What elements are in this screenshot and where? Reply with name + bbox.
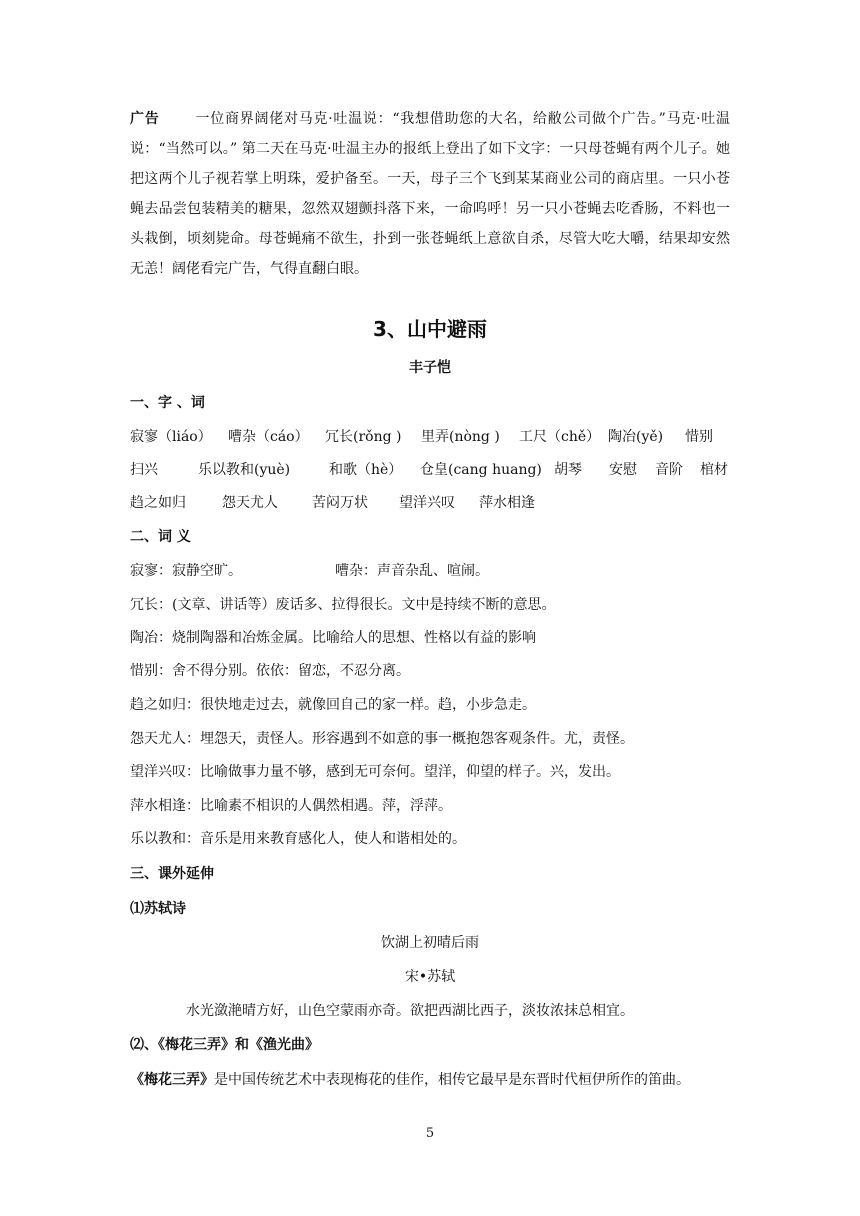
definition-line: 趋之如归：很快地走过去，就像回自己的家一样。趋，小步急走。	[130, 697, 536, 713]
ad-text: 一位商界阔佬对马克·吐温说：“我想借助您的大名，给敝公司做个广告。”马克·吐温说：“当然可以。” 第二天在马克·吐温主办的报纸上登出了如下文字：一只母苍蝇有两个儿子。她把这两个儿子视若掌上明珠，爱护备至。一天，母子三个飞到某某商业公司的商店里。一只小苍蝇去品尝包装精美的糖果，忽然双翅颤抖落下来，一命呜呼！另一只小苍蝇去吃香肠，不料也一头栽倒，顷刻毙命。母苍蝇痛不欲生，扑到一张苍蝇纸上意欲自杀，尽管大吃大嚼，结果却安然无恙！阔佬看完广告，气得直翻白眼。	[130, 111, 731, 277]
word-item: 棺材	[700, 462, 728, 478]
definition-line: 望洋兴叹：比喻做事力量不够，感到无可奈何。望洋，仰望的样子。兴，发出。	[130, 764, 620, 780]
word-row-3	[130, 488, 740, 518]
subsection-music: ⑵、《梅花三弄》和《渔光曲》	[130, 1037, 319, 1053]
word-item: 寂寥（liáo）	[130, 429, 212, 445]
word-item: 扫兴	[130, 462, 158, 478]
definition-line: 萍水相逢：比喻素不相识的人偶然相遇。萍，浮萍。	[130, 798, 452, 814]
word-item: 仓皇(cang huang)	[420, 462, 542, 478]
word-item: 趋之如归	[130, 495, 186, 511]
word-item: 里弄(nòng )	[421, 429, 500, 445]
word-item: 和歌（hè）	[329, 462, 403, 478]
definition-line: 惜别：舍不得分别。依依：留恋，不忍分离。	[130, 663, 410, 679]
page-number: 5	[425, 1126, 435, 1141]
word-row-1	[130, 422, 740, 452]
word-item: 惜别	[685, 429, 713, 445]
ad-label: 广告	[130, 111, 160, 127]
poem-author: 宋•苏轼	[404, 969, 456, 985]
word-item: 苦闷万状	[312, 495, 368, 511]
poem-title: 饮湖上初晴后雨	[381, 935, 479, 951]
music-text: 是中国传统艺术中表现梅花的佳作，相传它最早是东晋时代桓伊所作的笛曲。	[214, 1072, 690, 1088]
definition-line: 怨天尤人：埋怨天，责怪人。形容遇到不如意的事一概抱怨客观条件。尤，责怪。	[130, 731, 634, 747]
lesson-author: 丰子恺	[409, 360, 451, 376]
subsection-su-shi: ⑴苏轼诗	[130, 901, 186, 917]
word-item: 怨天尤人	[222, 495, 278, 511]
definition-line: 寂寥：寂静空旷。	[130, 563, 242, 579]
word-item: 陶冶(yě)	[608, 429, 664, 445]
word-item: 乐以教和(yuè)	[198, 462, 291, 478]
word-item: 望洋兴叹	[399, 495, 455, 511]
definition-line: 冗长：(文章、讲话等）废话多、拉得很长。文中是持续不断的意思。	[130, 597, 556, 613]
word-item: 冗长(rǒng )	[325, 429, 402, 445]
ad-paragraph	[130, 104, 730, 284]
word-item: 嘈杂（cáo）	[228, 429, 309, 445]
word-item: 胡琴	[554, 462, 582, 478]
word-item: 安慰	[609, 462, 637, 478]
section1-heading: 一、字 、词	[130, 395, 205, 411]
word-item: 工尺（chě）	[519, 429, 601, 445]
definition-line: 陶冶：烧制陶器和冶炼金属。比喻给人的思想、性格以有益的影响	[130, 630, 536, 646]
lesson-title: 3、山中避雨	[373, 317, 487, 341]
definition-line: 嘈杂：声音杂乱、喧闹。	[335, 563, 489, 579]
word-item: 萍水相逢	[479, 495, 535, 511]
poem-text: 水光潋滟晴方好，山色空蒙雨亦奇。欲把西湖比西子，淡妆浓抹总相宜。	[186, 1003, 634, 1019]
definition-line: 乐以教和：音乐是用来教育感化人，使人和谐相处的。	[130, 831, 466, 847]
section2-heading: 二、词 义	[130, 529, 191, 545]
section3-heading: 三、课外延伸	[130, 866, 214, 882]
word-row-2	[130, 455, 740, 485]
music-paragraph	[130, 1065, 690, 1095]
music-title-bold: 《梅花三弄》	[130, 1072, 214, 1088]
word-item: 音阶	[655, 462, 683, 478]
